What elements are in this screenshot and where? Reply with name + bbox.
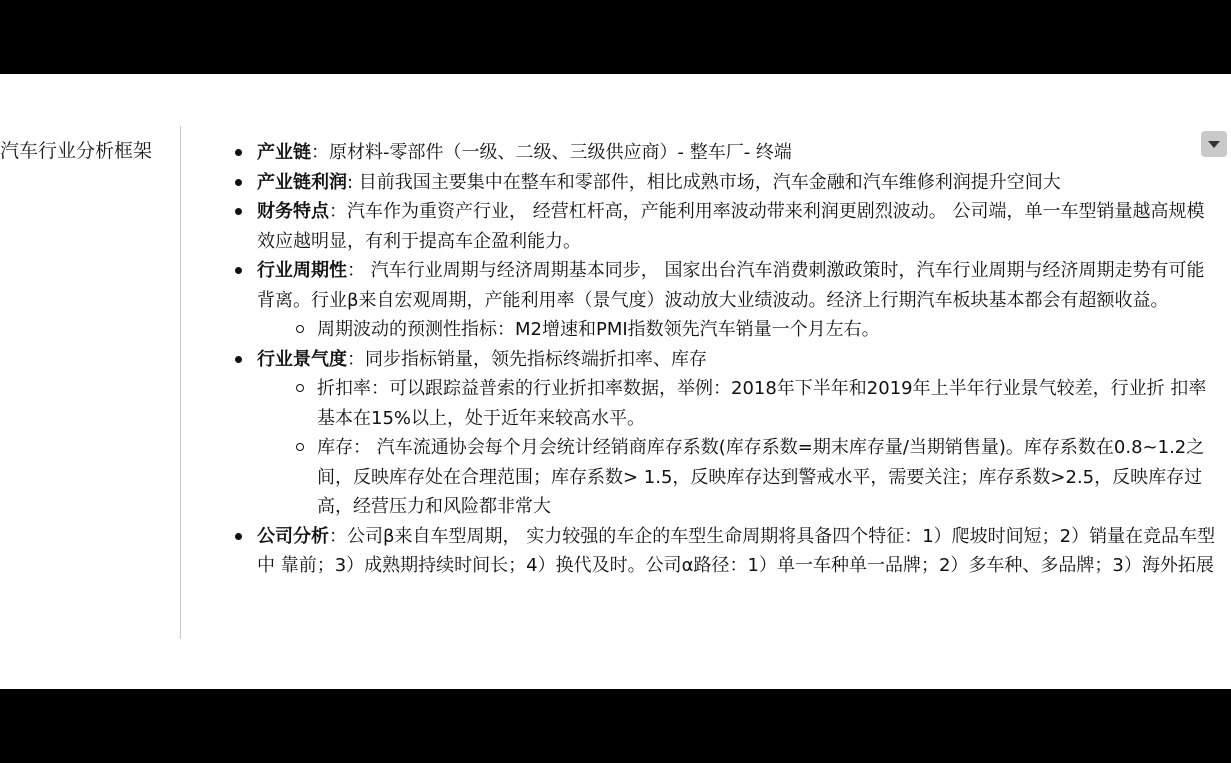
list-item-industry-chain — [257, 138, 1217, 168]
item-term: 公司分析 — [257, 525, 329, 547]
list-item-cyclicality — [257, 256, 1217, 345]
sub-list — [257, 374, 1217, 522]
item-term: 财务特点 — [257, 201, 329, 222]
list-item-chain-profit — [257, 168, 1217, 198]
list-item-prosperity — [257, 345, 1217, 522]
sub-item-leading-indicator: 周期波动的预测性指标：M2增速和PMI指数领先汽车销量一个月左右。 — [317, 315, 1217, 345]
item-text: ：原材料-零部件（一级、二级、三级供应商）- 整车厂- 终端 — [311, 142, 792, 163]
item-text: : 目前我国主要集中在整车和零部件，相比成熟市场，汽车金融和汽车维修利润提升空间大 — [347, 171, 1061, 193]
list-item-financial-features — [257, 197, 1217, 256]
item-text: ： 汽车行业周期与经济周期基本同步， 国家出台汽车消费刺激政策时，汽车行业周期与经济周期走势有可能背离。行业β来自宏观周期，产能利用率（景气度）波动放大业绩波动。经济上行期汽车板块基本都会有超额收益。 — [257, 260, 1205, 311]
item-term: 产业链 — [257, 142, 311, 163]
item-text: ：公司β来自车型周期， 实力较强的车企的车型生命周期将具备四个特征：1）爬坡时间短；2）销量在竞品车型中 靠前；3）成熟期持续时间长；4）换代及时。公司α路径：1）单一车种单一品牌；2）多车种、多品牌；3）海外拓展 — [257, 525, 1216, 576]
outline-list — [257, 138, 1217, 581]
section-title: 汽车行业分析框架 — [0, 140, 153, 162]
letterbox-top — [0, 0, 1231, 74]
bullet-list — [257, 138, 1217, 581]
sub-list — [257, 315, 1217, 345]
item-term: 行业景气度 — [257, 348, 347, 370]
item-term: 产业链利润 — [257, 171, 347, 193]
item-text: ：汽车作为重资产行业， 经营杠杆高，产能利用率波动带来利润更剧烈波动。 公司端，单一车型销量越高规模效应越明显，有利于提高车企盈利能力。 — [257, 201, 1205, 252]
sub-item-discount-rate: 折扣率：可以跟踪益普索的行业折扣率数据，举例：2018年下半年和2019年上半年行业景气较差，行业折 扣率基本在15%以上，处于近年来较高水平。 — [317, 374, 1217, 433]
letterbox-bottom — [0, 689, 1231, 763]
document-page — [0, 74, 1231, 689]
vertical-divider — [180, 126, 181, 639]
list-item-company-analysis — [257, 522, 1217, 581]
sub-item-inventory: 库存： 汽车流通协会每个月会统计经销商库存系数(库存系数=期末库存量/当期销售量)。库存系数在0.8~1.2之 间，反映库存处在合理范围；库存系数> 1.5，反映库存达到警戒水平，需要关注；库存系数>2.5，反映库存过高，经营压力和风险都非常大 — [317, 433, 1217, 522]
item-text: ：同步指标销量，领先指标终端折扣率、库存 — [347, 348, 707, 370]
item-term: 行业周期性 — [257, 260, 347, 281]
